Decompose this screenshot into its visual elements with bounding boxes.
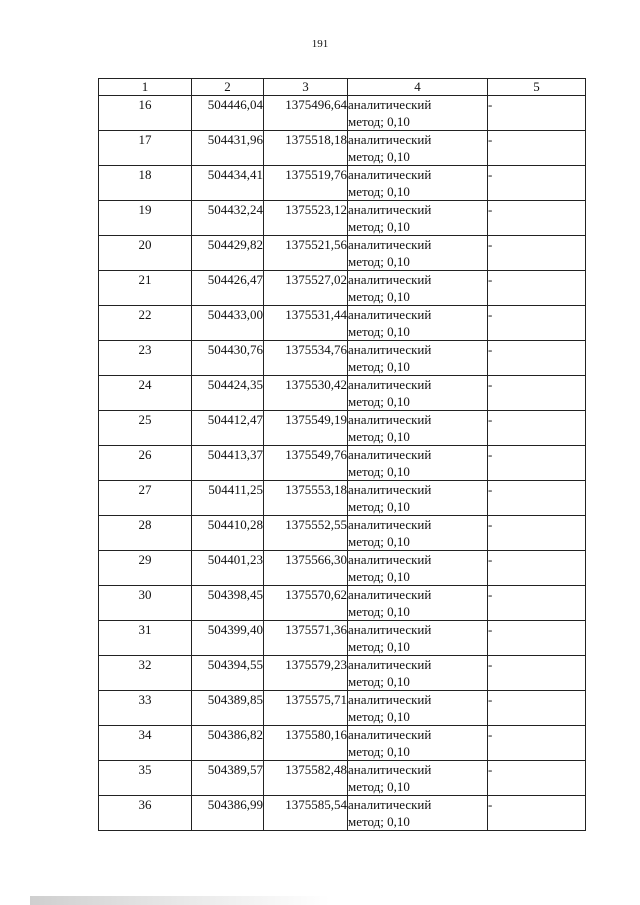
method-line: аналитический	[348, 447, 432, 462]
method-cell	[348, 481, 488, 516]
method-line: метод; 0,10	[348, 359, 410, 374]
header-col-3: 3	[264, 79, 348, 96]
y-coordinate-cell: 1375571,36	[264, 621, 348, 656]
table-row	[99, 586, 586, 621]
note-cell: -	[488, 761, 586, 796]
method-line: метод; 0,10	[348, 569, 410, 584]
y-coordinate-cell: 1375549,76	[264, 446, 348, 481]
method-line: метод; 0,10	[348, 254, 410, 269]
note-cell: -	[488, 411, 586, 446]
method-line: аналитический	[348, 727, 432, 742]
method-cell	[348, 96, 488, 131]
method-cell	[348, 236, 488, 271]
x-coordinate-cell: 504412,47	[192, 411, 264, 446]
y-coordinate-cell: 1375552,55	[264, 516, 348, 551]
method-line: метод; 0,10	[348, 674, 410, 689]
method-cell	[348, 691, 488, 726]
point-number-cell: 31	[99, 621, 192, 656]
note-cell: -	[488, 551, 586, 586]
note-cell: -	[488, 271, 586, 306]
table-row	[99, 621, 586, 656]
header-col-5: 5	[488, 79, 586, 96]
y-coordinate-cell: 1375523,12	[264, 201, 348, 236]
y-coordinate-cell: 1375527,02	[264, 271, 348, 306]
method-line: метод; 0,10	[348, 604, 410, 619]
table-row	[99, 691, 586, 726]
x-coordinate-cell: 504386,82	[192, 726, 264, 761]
table-row	[99, 446, 586, 481]
scan-footer-artifact	[30, 896, 330, 905]
note-cell: -	[488, 446, 586, 481]
point-number-cell: 17	[99, 131, 192, 166]
x-coordinate-cell: 504434,41	[192, 166, 264, 201]
point-number-cell: 23	[99, 341, 192, 376]
method-line: метод; 0,10	[348, 184, 410, 199]
x-coordinate-cell: 504410,28	[192, 516, 264, 551]
table-row	[99, 726, 586, 761]
x-coordinate-cell: 504401,23	[192, 551, 264, 586]
note-cell: -	[488, 131, 586, 166]
note-cell: -	[488, 481, 586, 516]
method-line: аналитический	[348, 552, 432, 567]
method-cell	[348, 166, 488, 201]
point-number-cell: 33	[99, 691, 192, 726]
method-line: аналитический	[348, 517, 432, 532]
method-line: метод; 0,10	[348, 639, 410, 654]
table-row	[99, 236, 586, 271]
header-col-1: 1	[99, 79, 192, 96]
method-line: аналитический	[348, 587, 432, 602]
table-header-row	[99, 79, 586, 96]
x-coordinate-cell: 504446,04	[192, 96, 264, 131]
method-line: аналитический	[348, 377, 432, 392]
method-cell	[348, 271, 488, 306]
x-coordinate-cell: 504432,24	[192, 201, 264, 236]
method-line: аналитический	[348, 622, 432, 637]
method-line: метод; 0,10	[348, 324, 410, 339]
table-row	[99, 131, 586, 166]
x-coordinate-cell: 504399,40	[192, 621, 264, 656]
table-body	[99, 96, 586, 831]
method-cell	[348, 201, 488, 236]
note-cell: -	[488, 96, 586, 131]
method-line: метод; 0,10	[348, 534, 410, 549]
y-coordinate-cell: 1375549,19	[264, 411, 348, 446]
method-cell	[348, 551, 488, 586]
y-coordinate-cell: 1375570,62	[264, 586, 348, 621]
y-coordinate-cell: 1375534,76	[264, 341, 348, 376]
y-coordinate-cell: 1375553,18	[264, 481, 348, 516]
x-coordinate-cell: 504389,57	[192, 761, 264, 796]
method-line: аналитический	[348, 132, 432, 147]
table-row	[99, 551, 586, 586]
x-coordinate-cell: 504394,55	[192, 656, 264, 691]
y-coordinate-cell: 1375575,71	[264, 691, 348, 726]
x-coordinate-cell: 504431,96	[192, 131, 264, 166]
note-cell: -	[488, 166, 586, 201]
x-coordinate-cell: 504413,37	[192, 446, 264, 481]
y-coordinate-cell: 1375518,18	[264, 131, 348, 166]
point-number-cell: 21	[99, 271, 192, 306]
method-line: аналитический	[348, 412, 432, 427]
note-cell: -	[488, 341, 586, 376]
y-coordinate-cell: 1375582,48	[264, 761, 348, 796]
point-number-cell: 26	[99, 446, 192, 481]
point-number-cell: 29	[99, 551, 192, 586]
table-row	[99, 306, 586, 341]
point-number-cell: 32	[99, 656, 192, 691]
table-row	[99, 376, 586, 411]
method-line: метод; 0,10	[348, 744, 410, 759]
method-cell	[348, 376, 488, 411]
note-cell: -	[488, 516, 586, 551]
method-cell	[348, 446, 488, 481]
table-row	[99, 201, 586, 236]
coordinates-table	[98, 78, 586, 831]
method-line: аналитический	[348, 272, 432, 287]
point-number-cell: 24	[99, 376, 192, 411]
header-col-2: 2	[192, 79, 264, 96]
note-cell: -	[488, 376, 586, 411]
note-cell: -	[488, 691, 586, 726]
note-cell: -	[488, 796, 586, 831]
method-line: аналитический	[348, 692, 432, 707]
point-number-cell: 19	[99, 201, 192, 236]
method-line: метод; 0,10	[348, 219, 410, 234]
method-line: аналитический	[348, 237, 432, 252]
method-cell	[348, 306, 488, 341]
method-line: аналитический	[348, 482, 432, 497]
method-line: метод; 0,10	[348, 289, 410, 304]
method-cell	[348, 726, 488, 761]
x-coordinate-cell: 504426,47	[192, 271, 264, 306]
method-line: метод; 0,10	[348, 464, 410, 479]
x-coordinate-cell: 504411,25	[192, 481, 264, 516]
point-number-cell: 35	[99, 761, 192, 796]
table-row	[99, 516, 586, 551]
x-coordinate-cell: 504398,45	[192, 586, 264, 621]
method-line: аналитический	[348, 97, 432, 112]
point-number-cell: 30	[99, 586, 192, 621]
table-row	[99, 341, 586, 376]
table-row	[99, 96, 586, 131]
method-line: аналитический	[348, 342, 432, 357]
method-line: аналитический	[348, 762, 432, 777]
table-row	[99, 796, 586, 831]
table-row	[99, 271, 586, 306]
x-coordinate-cell: 504424,35	[192, 376, 264, 411]
note-cell: -	[488, 236, 586, 271]
y-coordinate-cell: 1375531,44	[264, 306, 348, 341]
method-line: аналитический	[348, 202, 432, 217]
method-cell	[348, 621, 488, 656]
method-line: аналитический	[348, 307, 432, 322]
y-coordinate-cell: 1375566,30	[264, 551, 348, 586]
point-number-cell: 20	[99, 236, 192, 271]
point-number-cell: 18	[99, 166, 192, 201]
point-number-cell: 36	[99, 796, 192, 831]
table-row	[99, 761, 586, 796]
method-cell	[348, 761, 488, 796]
y-coordinate-cell: 1375585,54	[264, 796, 348, 831]
note-cell: -	[488, 726, 586, 761]
method-line: метод; 0,10	[348, 114, 410, 129]
note-cell: -	[488, 586, 586, 621]
method-cell	[348, 341, 488, 376]
point-number-cell: 27	[99, 481, 192, 516]
point-number-cell: 28	[99, 516, 192, 551]
note-cell: -	[488, 306, 586, 341]
method-cell	[348, 656, 488, 691]
y-coordinate-cell: 1375580,16	[264, 726, 348, 761]
table-row	[99, 656, 586, 691]
method-line: метод; 0,10	[348, 394, 410, 409]
point-number-cell: 16	[99, 96, 192, 131]
note-cell: -	[488, 621, 586, 656]
note-cell: -	[488, 656, 586, 691]
header-col-4: 4	[348, 79, 488, 96]
table-row	[99, 411, 586, 446]
method-line: метод; 0,10	[348, 779, 410, 794]
table-row	[99, 481, 586, 516]
method-cell	[348, 586, 488, 621]
method-line: метод; 0,10	[348, 709, 410, 724]
method-line: аналитический	[348, 167, 432, 182]
table-row	[99, 166, 586, 201]
point-number-cell: 34	[99, 726, 192, 761]
point-number-cell: 25	[99, 411, 192, 446]
note-cell: -	[488, 201, 586, 236]
x-coordinate-cell: 504389,85	[192, 691, 264, 726]
x-coordinate-cell: 504386,99	[192, 796, 264, 831]
y-coordinate-cell: 1375496,64	[264, 96, 348, 131]
method-line: аналитический	[348, 657, 432, 672]
method-cell	[348, 516, 488, 551]
method-line: аналитический	[348, 797, 432, 812]
x-coordinate-cell: 504430,76	[192, 341, 264, 376]
method-cell	[348, 796, 488, 831]
method-line: метод; 0,10	[348, 499, 410, 514]
method-line: метод; 0,10	[348, 149, 410, 164]
method-line: метод; 0,10	[348, 429, 410, 444]
y-coordinate-cell: 1375530,42	[264, 376, 348, 411]
method-cell	[348, 131, 488, 166]
y-coordinate-cell: 1375519,76	[264, 166, 348, 201]
method-cell	[348, 411, 488, 446]
y-coordinate-cell: 1375521,56	[264, 236, 348, 271]
point-number-cell: 22	[99, 306, 192, 341]
y-coordinate-cell: 1375579,23	[264, 656, 348, 691]
x-coordinate-cell: 504433,00	[192, 306, 264, 341]
x-coordinate-cell: 504429,82	[192, 236, 264, 271]
method-line: метод; 0,10	[348, 814, 410, 829]
page-number: 191	[311, 38, 329, 50]
